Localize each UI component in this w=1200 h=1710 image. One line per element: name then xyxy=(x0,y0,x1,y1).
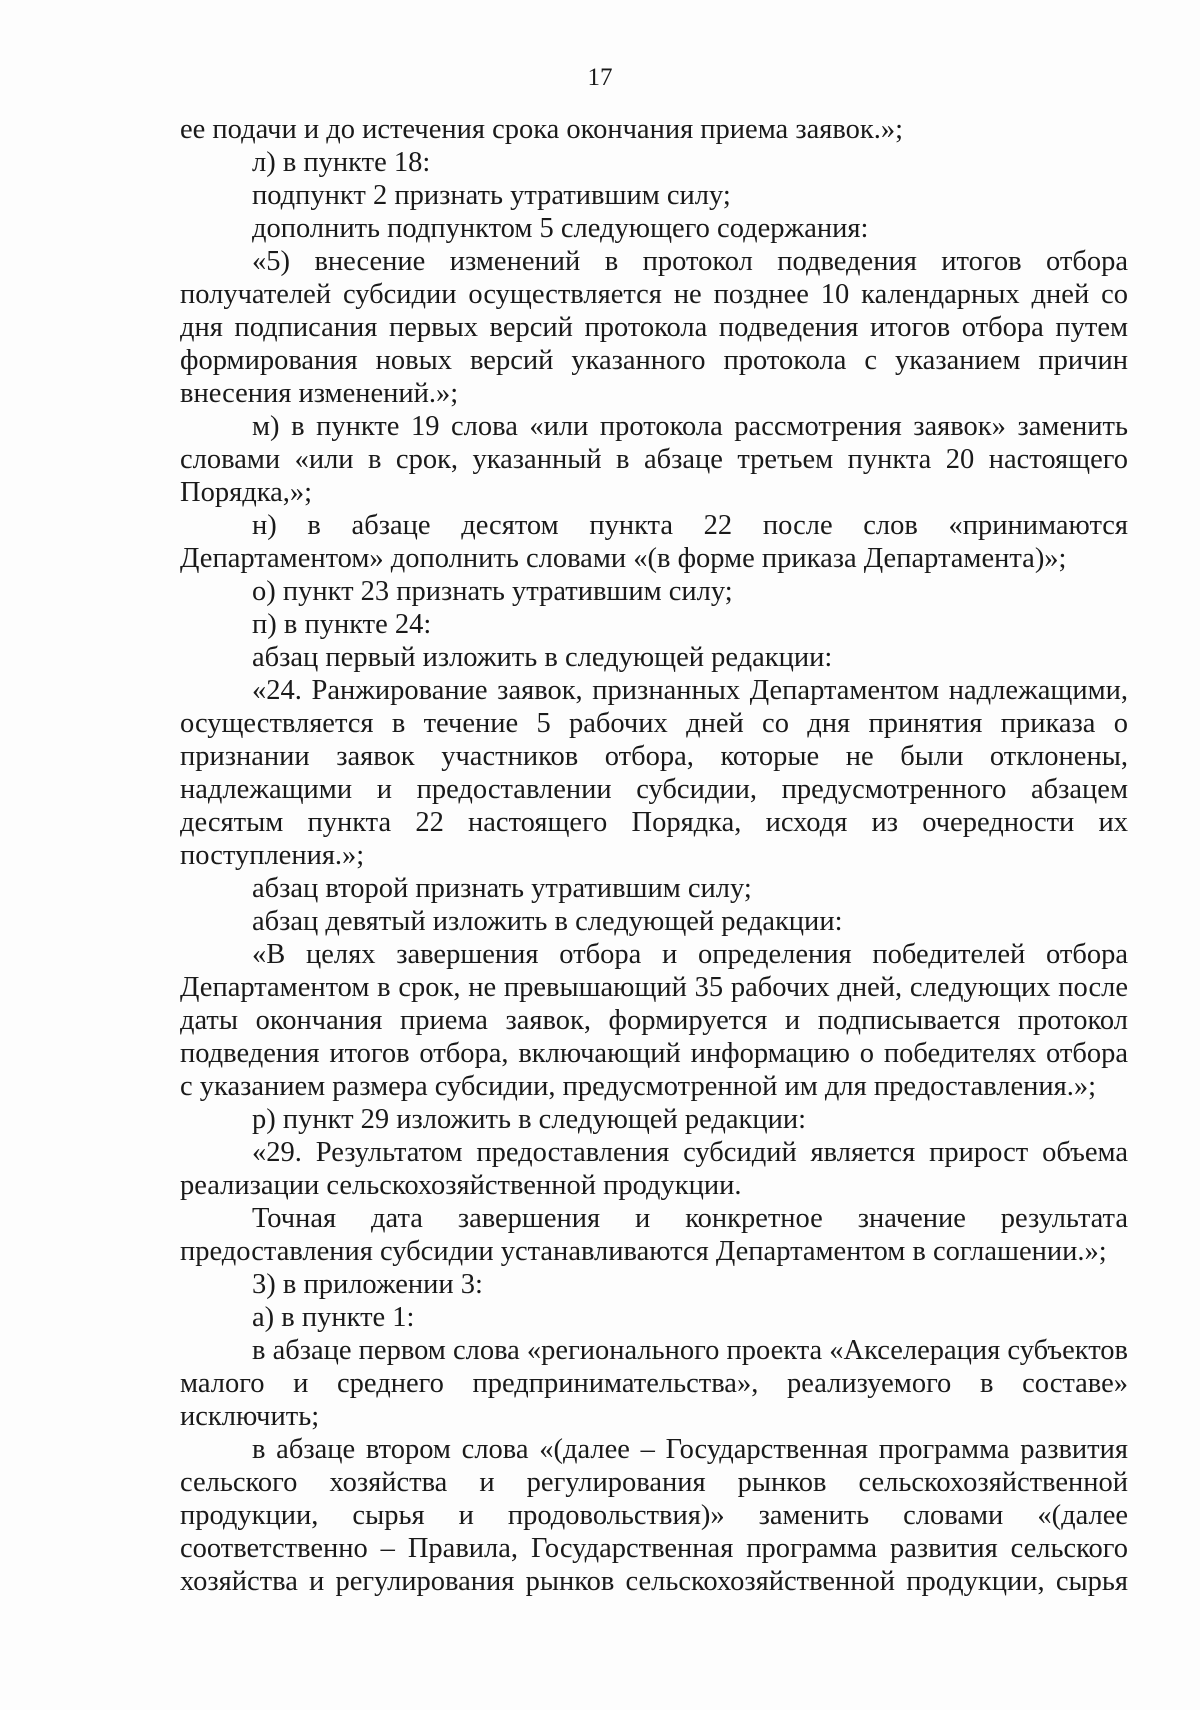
paragraph: дополнить подпунктом 5 следующего содержания: xyxy=(252,213,869,244)
paragraph: «24. Ранжирование заявок, признанных Департаментом надлежащими, осуществляется в течение 5 рабочих дней со дня принятия приказа о признании заявок участников отбора, которые не были отклонены, надлежащими и предоставлении субсидии, предусмотренного абзацем десятым пункта 22 настоящего Порядка, исходя из очередности их поступления.»; xyxy=(180,675,1128,871)
paragraph: в абзаце первом слова «регионального проекта «Акселерация субъектов малого и среднего предпринимательства», реализуемого в составе» исключить; xyxy=(180,1335,1128,1432)
page-number: 17 xyxy=(587,64,613,91)
document-body xyxy=(180,113,1128,1598)
paragraph: «В целях завершения отбора и определения победителей отбора Департаментом в срок, не превышающий 35 рабочих дней, следующих после даты окончания приема заявок, формируется и подписывается протокол подведения итогов отбора, включающий информацию о победителях отбора с указанием размера субсидии, предусмотренной им для предоставления.»; xyxy=(180,939,1128,1102)
paragraph: н) в абзаце десятом пункта 22 после слов «принимаются Департаментом» дополнить словами «(в форме приказа Департамента)»; xyxy=(180,510,1128,574)
paragraph: абзац второй признать утратившим силу; xyxy=(252,873,752,904)
paragraph: м) в пункте 19 слова «или протокола рассмотрения заявок» заменить словами «или в срок, указанный в абзаце третьем пункта 20 настоящего Порядка,»; xyxy=(180,411,1128,508)
paragraph: «5) внесение изменений в протокол подведения итогов отбора получателей субсидии осуществляется не позднее 10 календарных дней со дня подписания первых версий протокола подведения итогов отбора путем формирования новых версий указанного протокола с указанием причин внесения изменений.»; xyxy=(180,246,1128,409)
paragraph: п) в пункте 24: xyxy=(252,609,432,640)
paragraph: подпункт 2 признать утратившим силу; xyxy=(252,180,731,211)
paragraph: о) пункт 23 признать утратившим силу; xyxy=(252,576,733,607)
paragraph: абзац девятый изложить в следующей редакции: xyxy=(252,906,843,937)
paragraph: абзац первый изложить в следующей редакции: xyxy=(252,642,833,673)
paragraph: р) пункт 29 изложить в следующей редакции: xyxy=(252,1104,807,1135)
paragraph: 3) в приложении 3: xyxy=(252,1269,483,1300)
paragraph: Точная дата завершения и конкретное значение результата предоставления субсидии устанавливаются Департаментом в соглашении.»; xyxy=(180,1203,1128,1267)
paragraph: ее подачи и до истечения срока окончания приема заявок.»; xyxy=(180,114,903,145)
paragraph: в абзаце втором слова «(далее – Государственная программа развития сельского хозяйства и регулирования рынков сельскохозяйственной продукции, сырья и продовольствия)» заменить словами «(далее соответственно – Правила, Государственная программа развития сельского хозяйства и регулирования рынков сельскохозяйственной продукции, сырья xyxy=(180,1434,1128,1597)
paragraph: л) в пункте 18: xyxy=(252,147,431,178)
paragraph: «29. Результатом предоставления субсидий является прирост объема реализации сельскохозяйственной продукции. xyxy=(180,1137,1128,1201)
paragraph: а) в пункте 1: xyxy=(252,1302,415,1333)
